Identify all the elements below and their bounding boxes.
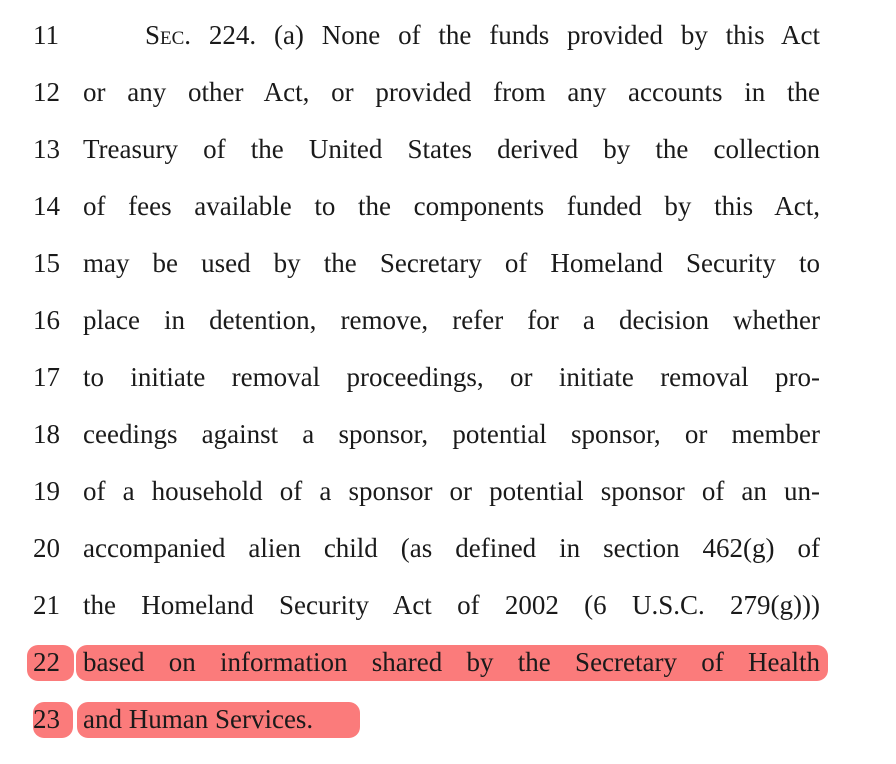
document-line [0,471,896,511]
document-line [0,129,896,169]
document-line [0,186,896,226]
line-number: 15 [33,248,60,278]
line-number: 12 [33,77,60,107]
line-text: of a household of a sponsor or potential sponsor of an un- [83,476,820,506]
document-line [0,357,896,397]
document-line [0,528,896,568]
line-text: of fees available to the components funded by this Act, [83,191,820,221]
document-line-highlighted [0,699,896,739]
line-text [145,15,820,55]
line-text: ceedings against a sponsor, potential sponsor, or member [83,419,820,449]
line-number: 21 [33,590,60,620]
line-text: or any other Act, or provided from any accounts in the [83,77,820,107]
document-line [0,15,896,55]
line-text: and Human Services. [83,704,314,734]
line-number: 14 [33,191,60,221]
line-text: place in detention, remove, refer for a decision whether [83,305,820,335]
line-text: based on information shared by the Secretary of Health [83,647,820,677]
document-line [0,243,896,283]
line-text: accompanied alien child (as defined in section 462(g) of [83,533,820,563]
line-number: 11 [33,20,59,50]
document-line [0,72,896,112]
line-number: 17 [33,362,60,392]
line-number: 18 [33,419,60,449]
line-number: 20 [33,533,60,563]
line-number: 16 [33,305,60,335]
line-body: 224. (a) None of the funds provided by this Act [191,20,820,50]
line-number: 13 [33,134,60,164]
line-text: may be used by the Secretary of Homeland Security to [83,248,820,278]
section-label: Sec. [145,20,192,50]
line-number: 23 [33,704,60,734]
line-text: the Homeland Security Act of 2002 (6 U.S.C. 279(g))) [83,590,820,620]
line-text: to initiate removal proceedings, or initiate removal pro- [83,362,820,392]
document-line [0,414,896,454]
document-line-highlighted [0,642,896,682]
document-line [0,300,896,340]
line-number: 22 [33,647,60,677]
line-number: 19 [33,476,60,506]
line-text: Treasury of the United States derived by the collection [83,134,820,164]
document-line [0,585,896,625]
